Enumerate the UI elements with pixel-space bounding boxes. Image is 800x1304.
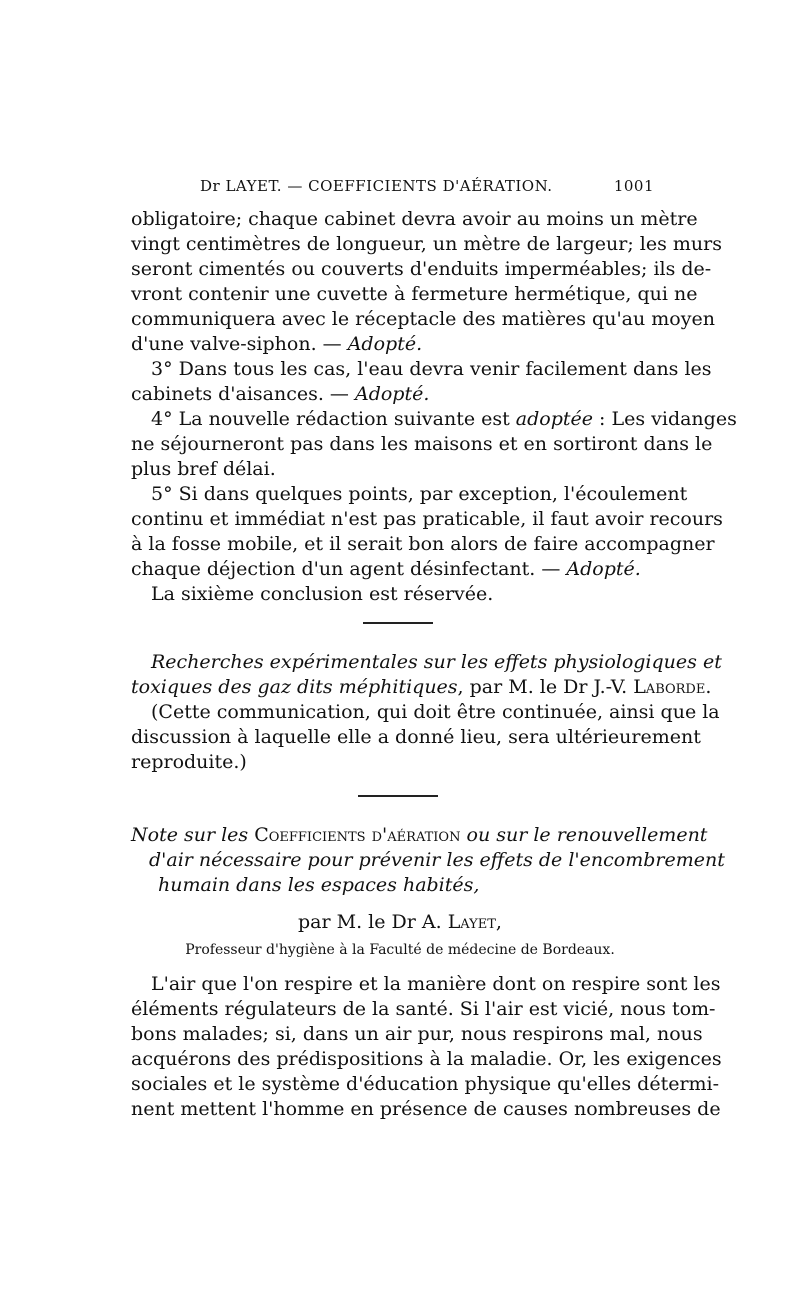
- text-line: vront contenir une cuvette à fermeture hermétique, qui ne: [131, 283, 698, 305]
- text-line: (Cette communication, qui doit être continuée, ainsi que la: [151, 701, 720, 723]
- text-line: 4° La nouvelle rédaction suivante est adoptée : Les vidanges: [151, 408, 737, 430]
- text-line: seront cimentés ou couverts d'enduits imperméables; ils de-: [131, 258, 712, 280]
- author-name: Layet: [447, 911, 496, 933]
- running-header: [200, 177, 654, 195]
- byline: par M. le Dr A. Layet,: [298, 911, 502, 933]
- text-line: sociales et le système d'éducation physique qu'elles détermi-: [131, 1073, 720, 1095]
- item-5-paragraph: [131, 482, 723, 582]
- adopte-label: Adopté.: [566, 558, 641, 580]
- section-title: toxiques des gaz dits méphitiques, par M. le Dr J.-V. Laborde.: [131, 676, 712, 698]
- section-title: Recherches expérimentales sur les effets physiologiques et: [151, 651, 722, 673]
- text-line: reproduite.): [131, 751, 247, 773]
- text-line: d'une valve-siphon. — Adopté.: [131, 333, 423, 355]
- text-line: éléments régulateurs de la santé. Si l'air est vicié, nous tom-: [131, 998, 716, 1020]
- section-title: Note sur les Coefficients d'aération ou sur le renouvellement: [131, 824, 708, 846]
- text-line: obligatoire; chaque cabinet devra avoir au moins un mètre: [131, 208, 698, 230]
- text-line: bons malades; si, dans un air pur, nous respirons mal, nous: [131, 1023, 703, 1045]
- text-line: cabinets d'aisances. — Adopté.: [131, 383, 430, 405]
- text-line: discussion à laquelle elle a donné lieu, sera ultérieurement: [131, 726, 701, 748]
- text-line: 3° Dans tous les cas, l'eau devra venir facilement dans les: [151, 358, 712, 380]
- item-3-paragraph: [131, 357, 712, 407]
- text-line: 5° Si dans quelques points, par exception, l'écoulement: [151, 483, 688, 505]
- body-paragraph: [131, 972, 722, 1122]
- text-line: chaque déjection d'un agent désinfectant. — Adopté.: [131, 558, 641, 580]
- adopte-label: Adopté.: [347, 333, 423, 355]
- text-line: ne séjourneront pas dans les maisons et en sortiront dans le: [131, 433, 713, 455]
- section-divider: [363, 622, 433, 624]
- affiliation: Professeur d'hygiène à la Faculté de médecine de Bordeaux.: [185, 942, 615, 958]
- adoptee-label: adoptée: [515, 408, 593, 430]
- running-title: Dr LAYET. — COEFFICIENTS D'AÉRATION.: [200, 177, 553, 195]
- text-line: nent mettent l'homme en présence de causes nombreuses de: [131, 1098, 721, 1120]
- author-name: Laborde: [633, 676, 706, 698]
- section-divider: [358, 795, 438, 797]
- text-line: communiquera avec le réceptacle des matières qu'au moyen: [131, 308, 715, 330]
- section-title: humain dans les espaces habités,: [158, 874, 480, 896]
- item-6-paragraph: [131, 582, 669, 607]
- recherches-section: [131, 650, 722, 775]
- text-line: La sixième conclusion est réservée.: [151, 583, 494, 605]
- text-line: acquérons des prédispositions à la maladie. Or, les exigences: [131, 1048, 722, 1070]
- text-line: vingt centimètres de longueur, un mètre de largeur; les murs: [131, 233, 722, 255]
- continuation-paragraph: [131, 207, 722, 357]
- section-title: d'air nécessaire pour prévenir les effets de l'encombrement: [149, 849, 725, 871]
- text-line: plus bref délai.: [131, 458, 276, 480]
- text-line: à la fosse mobile, et il serait bon alors de faire accompagner: [131, 533, 715, 555]
- item-4-paragraph: [131, 407, 737, 482]
- adopte-label: Adopté.: [354, 383, 430, 405]
- text-line: continu et immédiat n'est pas praticable, il faut avoir recours: [131, 508, 723, 530]
- note-section-title: [131, 823, 725, 898]
- text-line: L'air que l'on respire et la manière dont on respire sont les: [151, 973, 721, 995]
- page-number: 1001: [613, 177, 654, 195]
